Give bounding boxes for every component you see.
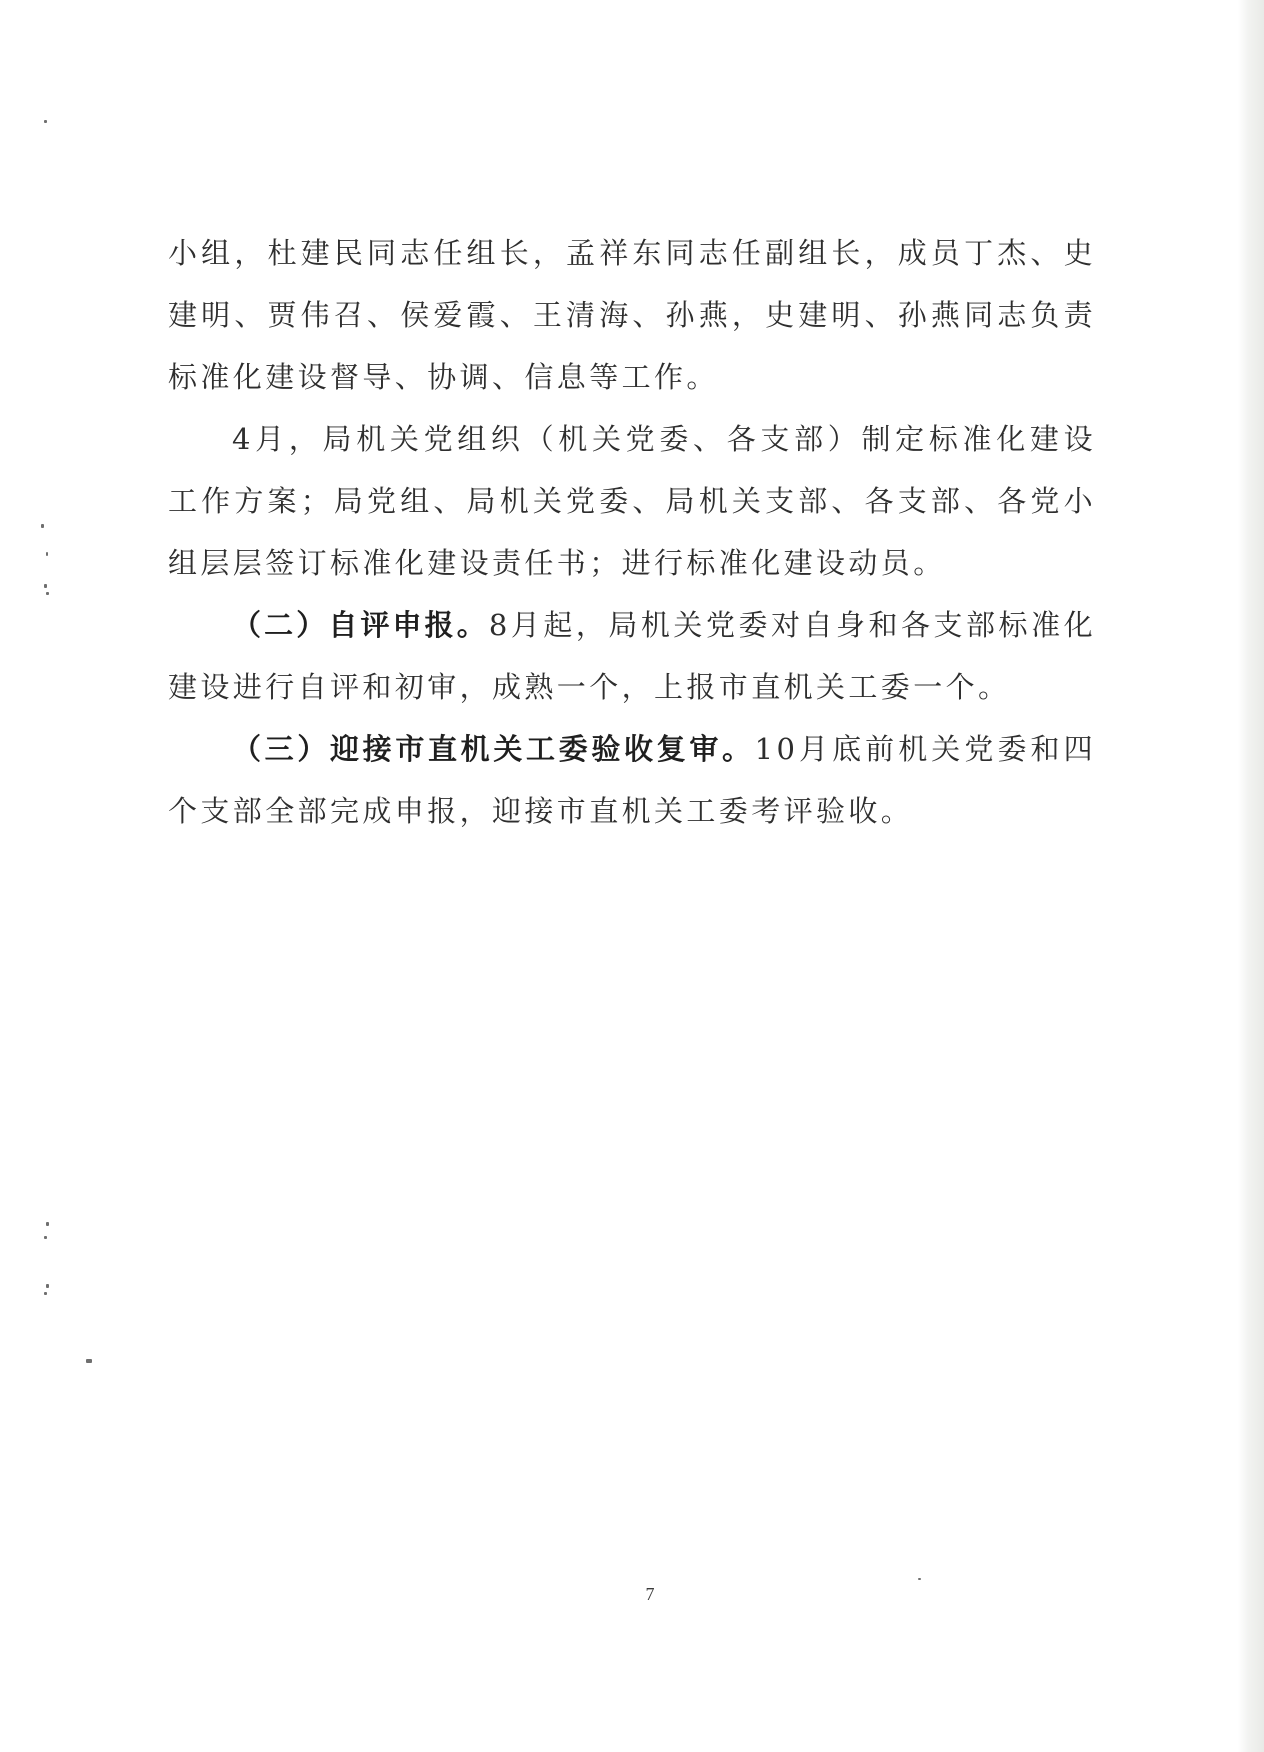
page-number: 7 [645,1584,655,1604]
scan-speck [46,592,49,595]
paragraph-text: 小组，杜建民同志任组长，孟祥东同志任副组长，成员丁杰、史建明、贾伟召、侯爱霞、王清海、孙燕，史建明、孙燕同志负责标准化建设督导、协调、信息等工作。 [168,236,1096,394]
section-heading: （二）自评申报。 [232,608,489,642]
scan-speck [44,584,47,588]
scan-speck [44,1236,47,1239]
paragraph-text: 4月，局机关党组织（机关党委、各支部）制定标准化建设工作方案；局党组、局机关党委、局机关支部、各支部、各党小组层层签订标准化建设责任书；进行标准化建设动员。 [168,422,1096,580]
scan-speck [46,552,48,556]
scan-speck [86,1359,92,1363]
document-body [168,222,1096,842]
scan-speck [918,1578,921,1580]
paragraph-text: 10月底前机关党委和四个支部全部完成申报，迎接市直机关工委考评验收。 [168,732,1096,828]
paragraph-acceptance-review [168,718,1096,842]
scan-speck [46,1222,49,1226]
scan-speck [44,120,47,123]
scan-speck [41,524,44,528]
section-heading: （三）迎接市直机关工委验收复审。 [232,732,755,766]
scan-shadow-edge [1238,0,1264,1752]
paragraph-self-evaluation [168,594,1096,718]
scan-speck [44,1292,47,1295]
paragraph-april-plan [168,408,1096,594]
paragraph-task-group [168,222,1096,408]
scan-speck [46,1284,49,1288]
paragraph-text: 8月起，局机关党委对自身和各支部标准化建设进行自评和初审，成熟一个，上报市直机关工委一个。 [168,608,1096,704]
